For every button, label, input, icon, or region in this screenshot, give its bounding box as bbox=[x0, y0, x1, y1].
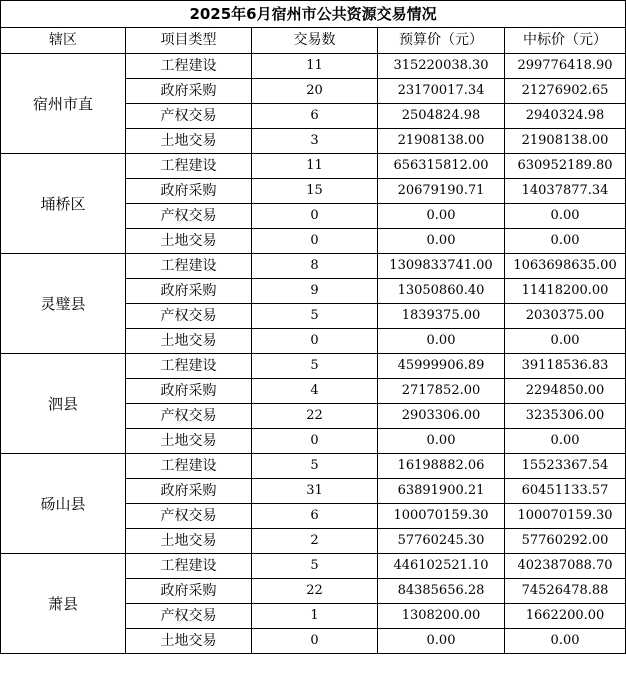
budget-price-cell: 2903306.00 bbox=[378, 404, 505, 429]
title-row bbox=[1, 1, 626, 28]
budget-price-cell: 2717852.00 bbox=[378, 379, 505, 404]
district-cell: 砀山县 bbox=[1, 454, 126, 554]
transaction-count-cell: 11 bbox=[252, 154, 378, 179]
budget-price-cell: 0.00 bbox=[378, 329, 505, 354]
district-cell: 宿州市直 bbox=[1, 54, 126, 154]
budget-price-cell: 23170017.34 bbox=[378, 79, 505, 104]
project-type-cell: 工程建设 bbox=[126, 454, 252, 479]
project-type-cell: 政府采购 bbox=[126, 179, 252, 204]
winning-bid-cell: 0.00 bbox=[505, 204, 626, 229]
winning-bid-cell: 2294850.00 bbox=[505, 379, 626, 404]
district-cell: 灵璧县 bbox=[1, 254, 126, 354]
header-row bbox=[1, 28, 626, 54]
budget-price-cell: 84385656.28 bbox=[378, 579, 505, 604]
transaction-count-cell: 0 bbox=[252, 329, 378, 354]
project-type-cell: 土地交易 bbox=[126, 429, 252, 454]
winning-bid-cell: 1063698635.00 bbox=[505, 254, 626, 279]
transaction-count-cell: 0 bbox=[252, 204, 378, 229]
project-type-cell: 政府采购 bbox=[126, 379, 252, 404]
winning-bid-cell: 630952189.80 bbox=[505, 154, 626, 179]
project-type-cell: 土地交易 bbox=[126, 529, 252, 554]
transaction-count-cell: 31 bbox=[252, 479, 378, 504]
budget-price-cell: 0.00 bbox=[378, 229, 505, 254]
project-type-cell: 产权交易 bbox=[126, 204, 252, 229]
project-type-cell: 土地交易 bbox=[126, 629, 252, 654]
budget-price-cell: 57760245.30 bbox=[378, 529, 505, 554]
project-type-cell: 工程建设 bbox=[126, 154, 252, 179]
winning-bid-cell: 299776418.90 bbox=[505, 54, 626, 79]
transaction-count-cell: 2 bbox=[252, 529, 378, 554]
winning-bid-cell: 2940324.98 bbox=[505, 104, 626, 129]
budget-price-cell: 20679190.71 bbox=[378, 179, 505, 204]
transaction-count-cell: 1 bbox=[252, 604, 378, 629]
budget-price-cell: 2504824.98 bbox=[378, 104, 505, 129]
transaction-count-cell: 11 bbox=[252, 54, 378, 79]
header-district: 辖区 bbox=[1, 28, 126, 54]
budget-price-cell: 21908138.00 bbox=[378, 129, 505, 154]
table-body bbox=[1, 1, 626, 654]
budget-price-cell: 1308200.00 bbox=[378, 604, 505, 629]
table-row bbox=[1, 454, 626, 479]
budget-price-cell: 0.00 bbox=[378, 629, 505, 654]
winning-bid-cell: 1662200.00 bbox=[505, 604, 626, 629]
district-cell: 萧县 bbox=[1, 554, 126, 654]
transaction-count-cell: 15 bbox=[252, 179, 378, 204]
transaction-count-cell: 3 bbox=[252, 129, 378, 154]
transaction-count-cell: 0 bbox=[252, 229, 378, 254]
winning-bid-cell: 39118536.83 bbox=[505, 354, 626, 379]
project-type-cell: 工程建设 bbox=[126, 254, 252, 279]
winning-bid-cell: 0.00 bbox=[505, 229, 626, 254]
budget-price-cell: 1839375.00 bbox=[378, 304, 505, 329]
project-type-cell: 产权交易 bbox=[126, 404, 252, 429]
transaction-count-cell: 5 bbox=[252, 454, 378, 479]
project-type-cell: 政府采购 bbox=[126, 579, 252, 604]
winning-bid-cell: 0.00 bbox=[505, 329, 626, 354]
budget-price-cell: 0.00 bbox=[378, 429, 505, 454]
budget-price-cell: 63891900.21 bbox=[378, 479, 505, 504]
winning-bid-cell: 74526478.88 bbox=[505, 579, 626, 604]
project-type-cell: 产权交易 bbox=[126, 304, 252, 329]
winning-bid-cell: 21276902.65 bbox=[505, 79, 626, 104]
table-row bbox=[1, 554, 626, 579]
transaction-count-cell: 5 bbox=[252, 554, 378, 579]
project-type-cell: 政府采购 bbox=[126, 79, 252, 104]
budget-price-cell: 13050860.40 bbox=[378, 279, 505, 304]
transaction-count-cell: 8 bbox=[252, 254, 378, 279]
project-type-cell: 土地交易 bbox=[126, 229, 252, 254]
table-title: 2025年6月宿州市公共资源交易情况 bbox=[1, 1, 626, 28]
project-type-cell: 产权交易 bbox=[126, 504, 252, 529]
project-type-cell: 土地交易 bbox=[126, 129, 252, 154]
project-type-cell: 产权交易 bbox=[126, 104, 252, 129]
winning-bid-cell: 2030375.00 bbox=[505, 304, 626, 329]
transaction-count-cell: 22 bbox=[252, 404, 378, 429]
winning-bid-cell: 15523367.54 bbox=[505, 454, 626, 479]
transaction-count-cell: 4 bbox=[252, 379, 378, 404]
table-row bbox=[1, 154, 626, 179]
winning-bid-cell: 60451133.57 bbox=[505, 479, 626, 504]
winning-bid-cell: 402387088.70 bbox=[505, 554, 626, 579]
project-type-cell: 政府采购 bbox=[126, 479, 252, 504]
budget-price-cell: 100070159.30 bbox=[378, 504, 505, 529]
header-budget-price: 预算价（元） bbox=[378, 28, 505, 54]
transaction-count-cell: 6 bbox=[252, 504, 378, 529]
transaction-count-cell: 22 bbox=[252, 579, 378, 604]
transaction-count-cell: 0 bbox=[252, 429, 378, 454]
winning-bid-cell: 21908138.00 bbox=[505, 129, 626, 154]
table-row bbox=[1, 254, 626, 279]
transaction-count-cell: 9 bbox=[252, 279, 378, 304]
budget-price-cell: 16198882.06 bbox=[378, 454, 505, 479]
budget-price-cell: 1309833741.00 bbox=[378, 254, 505, 279]
project-type-cell: 土地交易 bbox=[126, 329, 252, 354]
project-type-cell: 工程建设 bbox=[126, 54, 252, 79]
transaction-count-cell: 0 bbox=[252, 629, 378, 654]
budget-price-cell: 0.00 bbox=[378, 204, 505, 229]
transaction-count-cell: 20 bbox=[252, 79, 378, 104]
table-row bbox=[1, 54, 626, 79]
winning-bid-cell: 100070159.30 bbox=[505, 504, 626, 529]
district-cell: 埇桥区 bbox=[1, 154, 126, 254]
transaction-count-cell: 5 bbox=[252, 354, 378, 379]
winning-bid-cell: 57760292.00 bbox=[505, 529, 626, 554]
project-type-cell: 工程建设 bbox=[126, 354, 252, 379]
district-cell: 泗县 bbox=[1, 354, 126, 454]
header-project-type: 项目类型 bbox=[126, 28, 252, 54]
winning-bid-cell: 0.00 bbox=[505, 429, 626, 454]
transaction-count-cell: 5 bbox=[252, 304, 378, 329]
winning-bid-cell: 3235306.00 bbox=[505, 404, 626, 429]
winning-bid-cell: 0.00 bbox=[505, 629, 626, 654]
budget-price-cell: 446102521.10 bbox=[378, 554, 505, 579]
project-type-cell: 政府采购 bbox=[126, 279, 252, 304]
table-row bbox=[1, 354, 626, 379]
project-type-cell: 产权交易 bbox=[126, 604, 252, 629]
budget-price-cell: 315220038.30 bbox=[378, 54, 505, 79]
winning-bid-cell: 11418200.00 bbox=[505, 279, 626, 304]
header-winning-bid-price: 中标价（元） bbox=[505, 28, 626, 54]
header-transaction-count: 交易数 bbox=[252, 28, 378, 54]
budget-price-cell: 45999906.89 bbox=[378, 354, 505, 379]
winning-bid-cell: 14037877.34 bbox=[505, 179, 626, 204]
budget-price-cell: 656315812.00 bbox=[378, 154, 505, 179]
transaction-count-cell: 6 bbox=[252, 104, 378, 129]
project-type-cell: 工程建设 bbox=[126, 554, 252, 579]
